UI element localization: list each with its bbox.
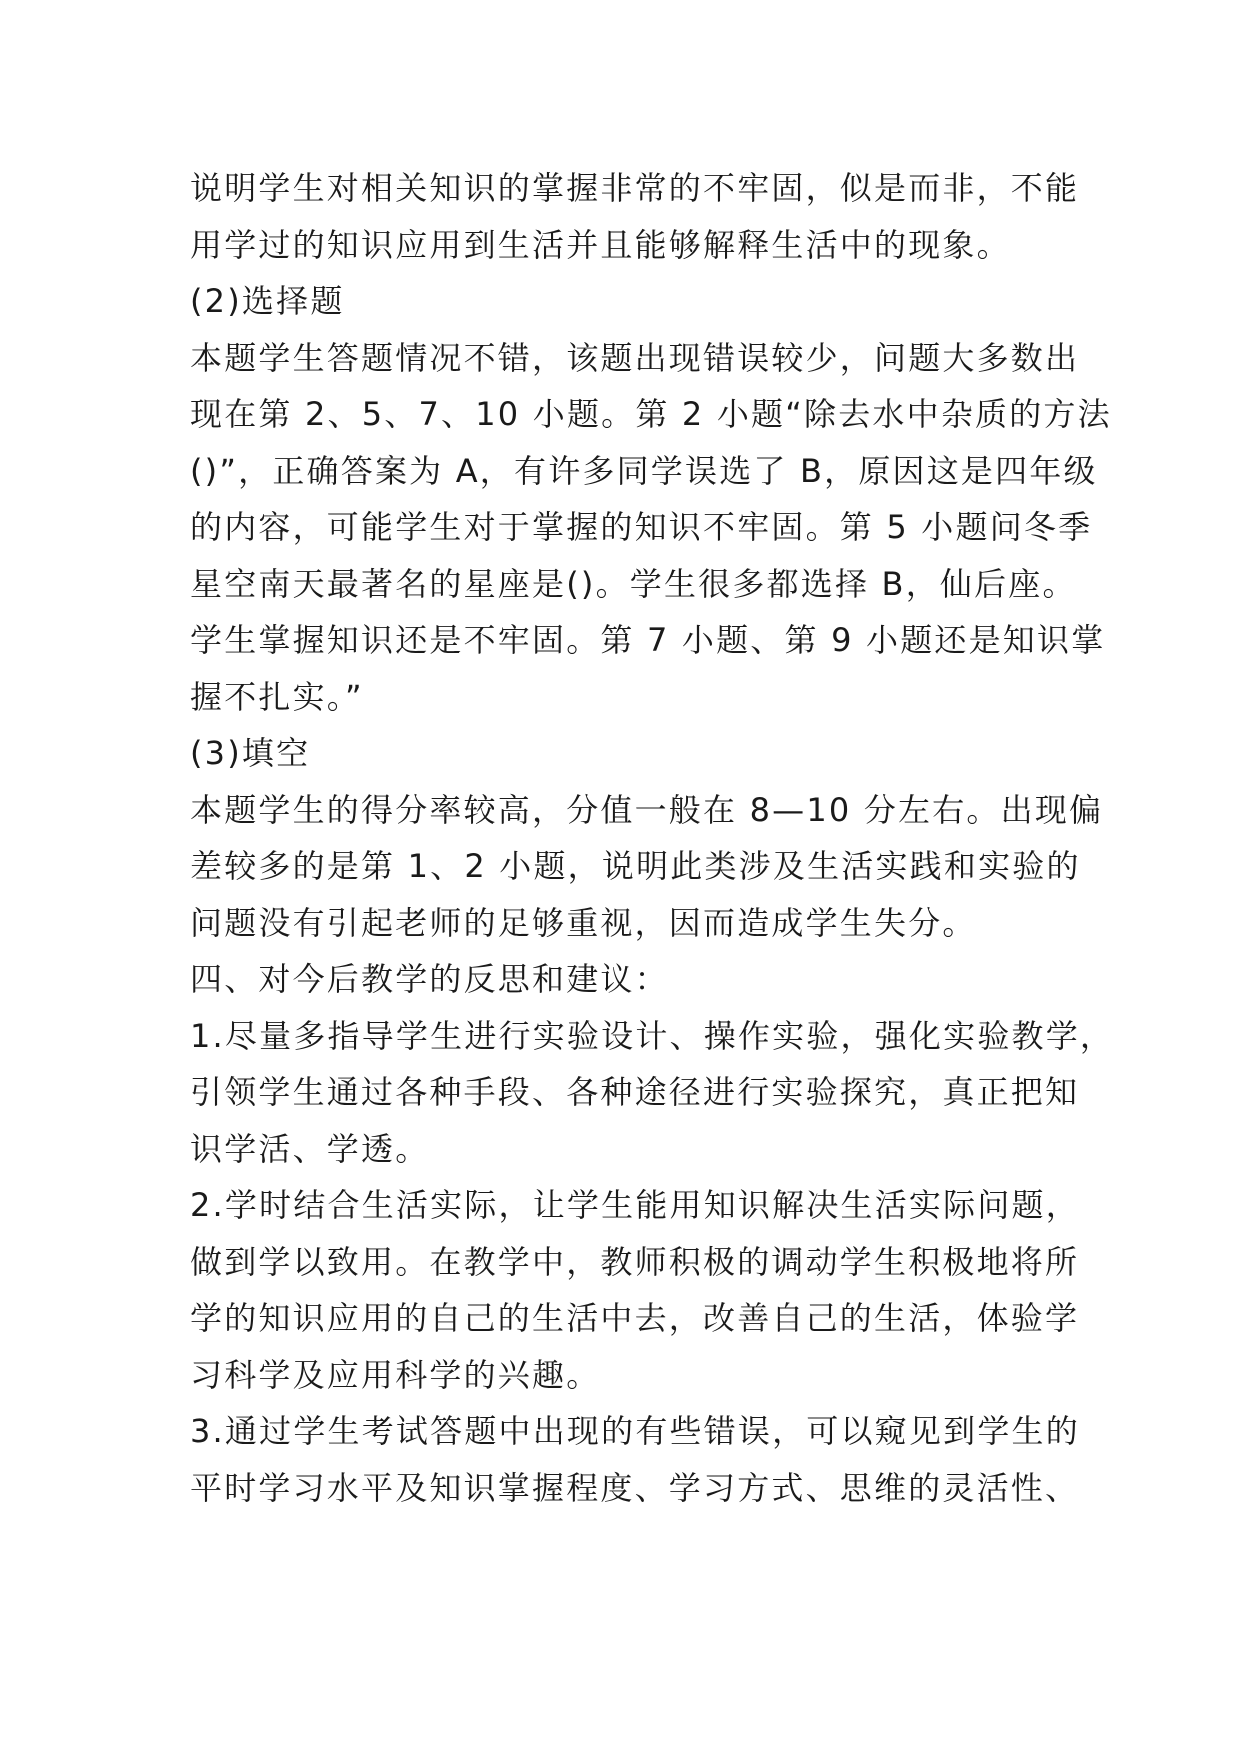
text-line: 星空南天最著名的星座是()。学生很多都选择 B，仙后座。 — [190, 564, 1077, 603]
section-heading: (3)填空 — [190, 734, 311, 772]
text-line: 学生掌握知识还是不牢固。第 7 小题、第 9 小题还是知识掌 — [190, 621, 1106, 659]
text-line: 学的知识应用的自己的生活中去，改善自己的生活，体验学 — [190, 1299, 1080, 1337]
section-heading: 四、对今后教学的反思和建议： — [190, 960, 669, 998]
text-line: 说明学生对相关知识的掌握非常的不牢固，似是而非，不能 — [190, 169, 1080, 207]
text-line: 习科学及应用科学的兴趣。 — [190, 1355, 601, 1394]
text-line: 做到学以致用。在教学中，教师积极的调动学生积极地将所 — [190, 1242, 1080, 1281]
document-body — [190, 160, 1115, 1516]
text-line: 本题学生答题情况不错，该题出现错误较少，问题大多数出 — [190, 338, 1080, 377]
text-line: 现在第 2、5、7、10 小题。第 2 小题“除去水中杂质的方法 — [190, 395, 1112, 433]
text-line: 握不扎实。” — [190, 677, 364, 716]
text-line: 问题没有引起老师的足够重视，因而造成学生失分。 — [190, 903, 977, 942]
text-line: 1.尽量多指导学生进行实验设计、操作实验，强化实验教学， — [190, 1016, 1115, 1055]
text-line: 的内容，可能学生对于掌握的知识不牢固。第 5 小题问冬季 — [190, 508, 1093, 546]
text-line: 本题学生的得分率较高，分值一般在 8—10 分左右。出现偏 — [190, 790, 1104, 829]
text-line: 识学活、学透。 — [190, 1129, 430, 1168]
text-line: 2.学时结合生活实际，让学生能用知识解决生活实际问题， — [190, 1186, 1080, 1224]
text-line: 用学过的知识应用到生活并且能够解释生活中的现象。 — [190, 225, 1011, 264]
text-line: 差较多的是第 1、2 小题，说明此类涉及生活实践和实验的 — [190, 847, 1081, 885]
text-line: 引领学生通过各种手段、各种途径进行实验探究，真正把知 — [190, 1073, 1080, 1111]
text-line: 平时学习水平及知识掌握程度、学习方式、思维的灵活性、 — [190, 1468, 1080, 1507]
text-line: 3.通过学生考试答题中出现的有些错误，可以窥见到学生的 — [190, 1412, 1080, 1450]
section-heading: (2)选择题 — [190, 282, 345, 320]
text-line: ()”，正确答案为 A，有许多同学误选了 B，原因这是四年级 — [190, 451, 1098, 490]
